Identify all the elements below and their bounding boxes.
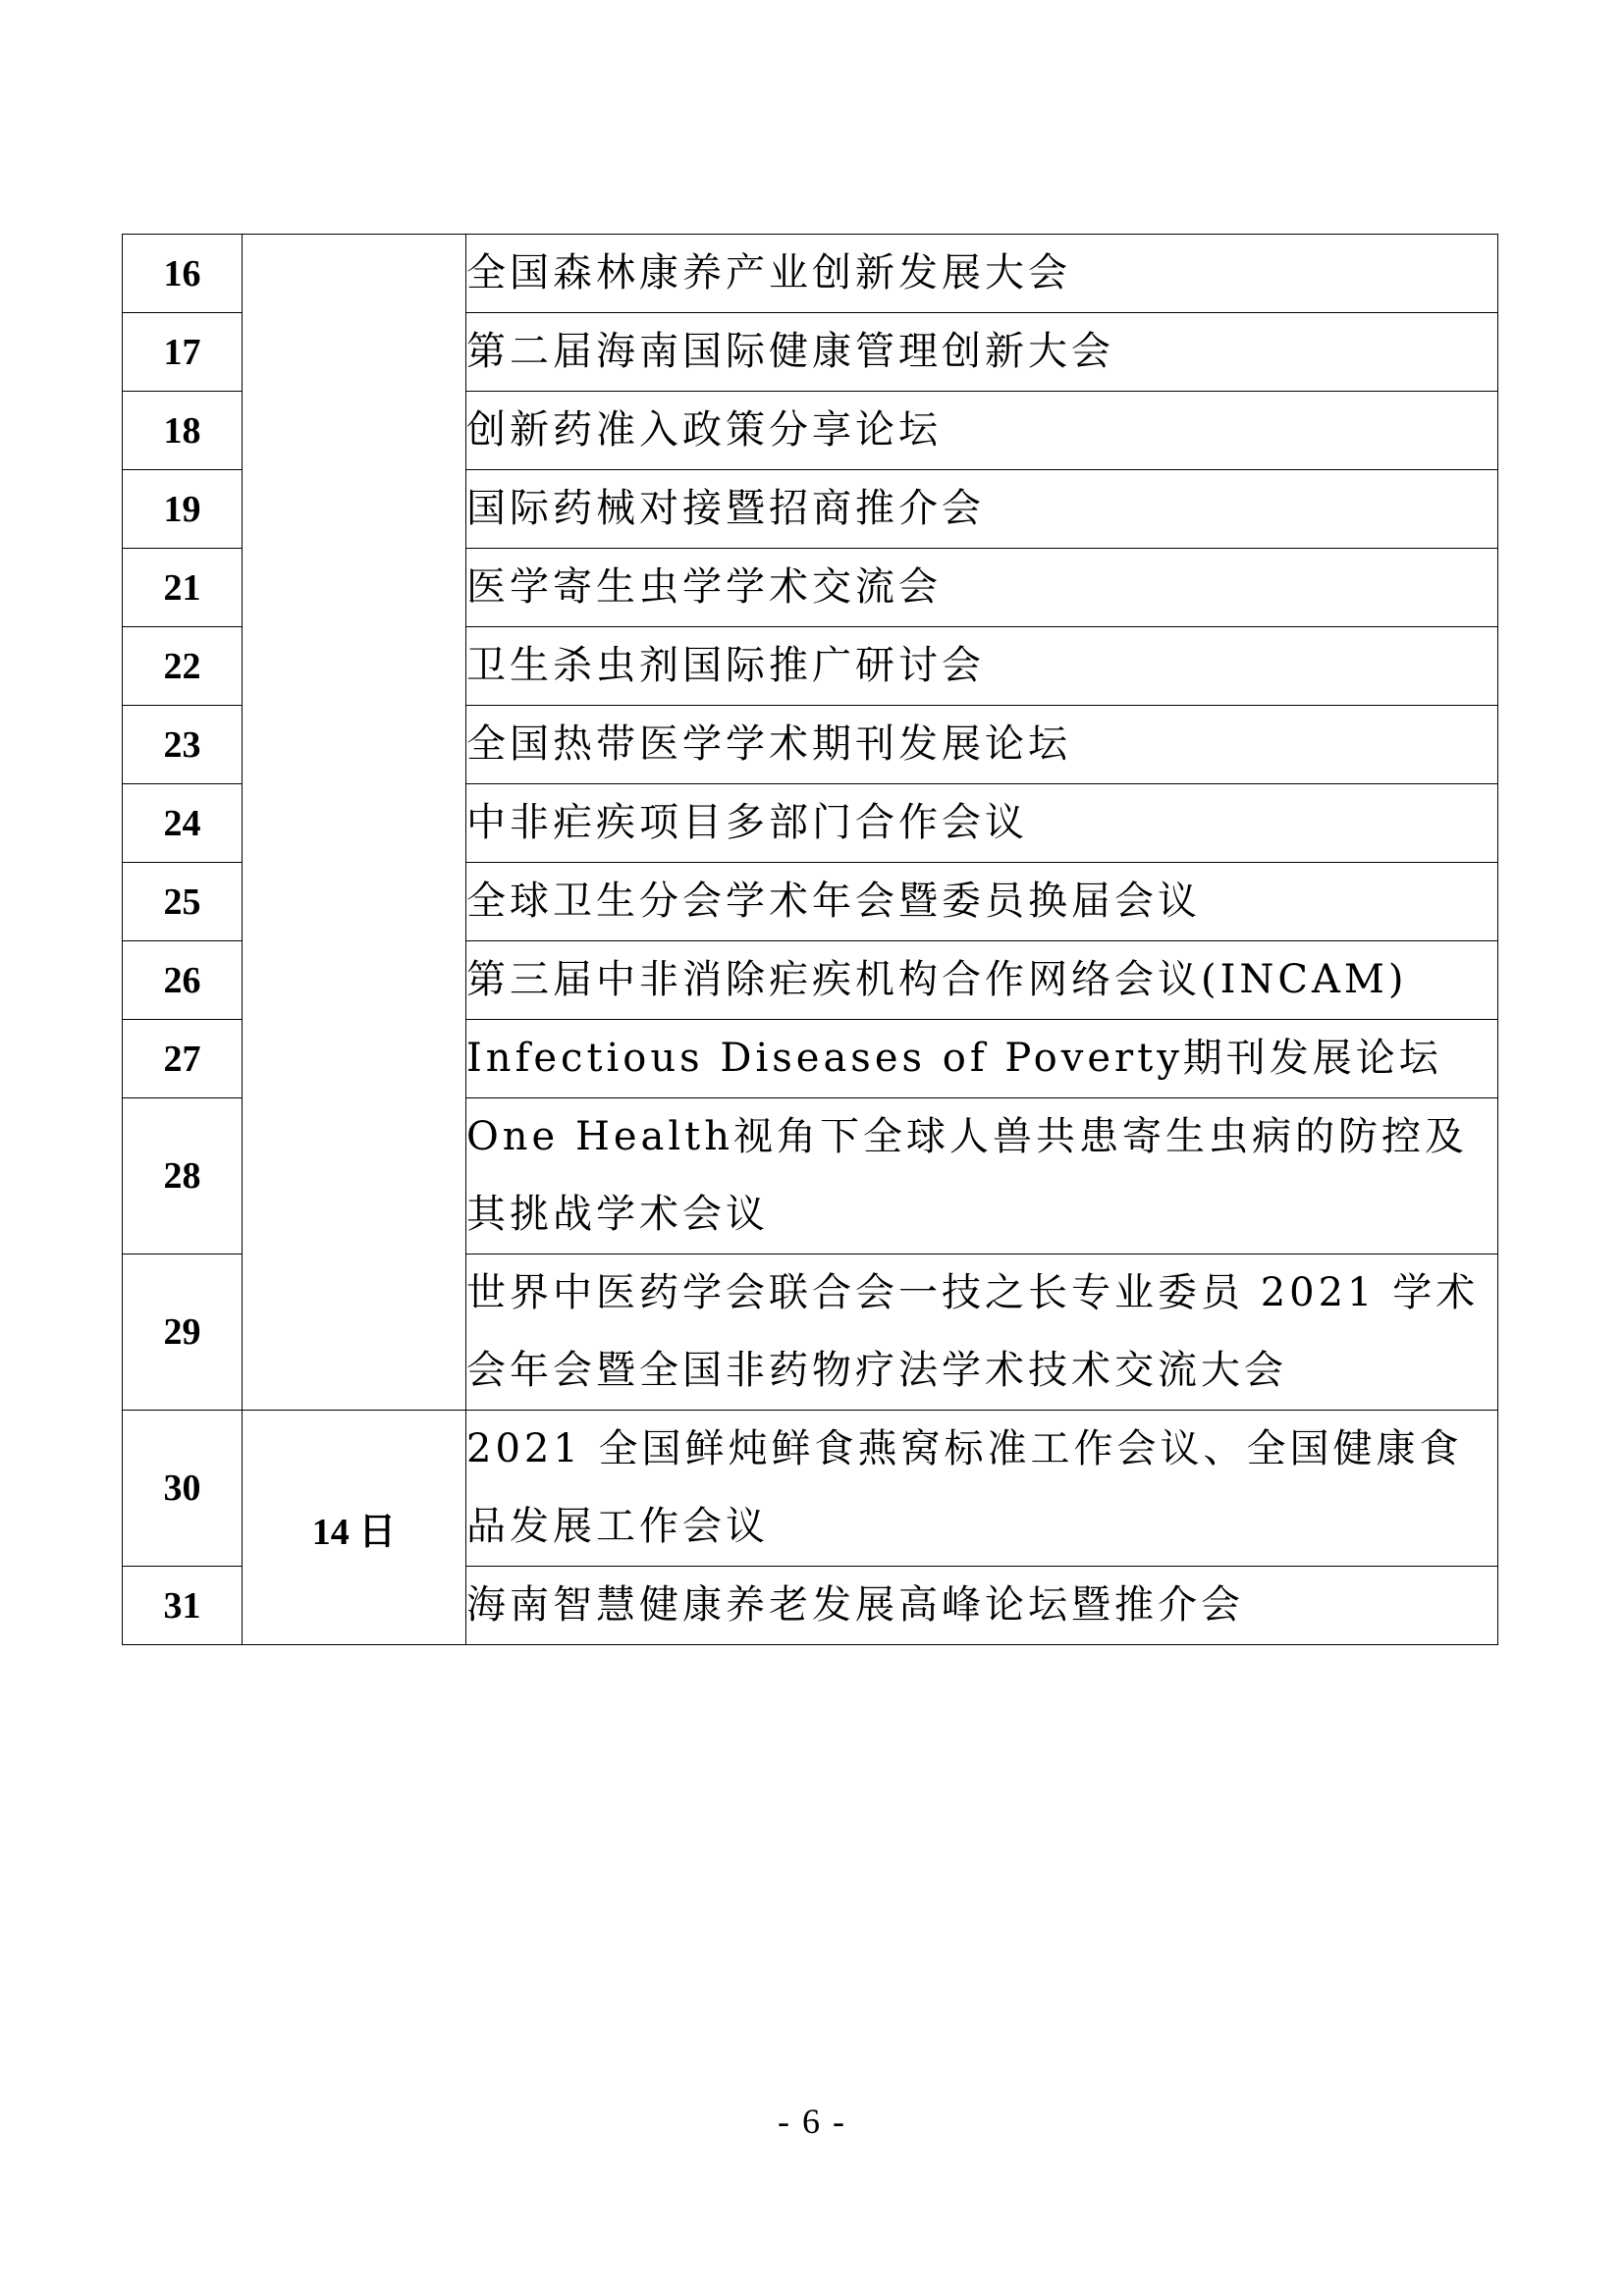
row-number: 28 bbox=[123, 1098, 243, 1255]
event-name-text: 第三届中非消除疟疾机构合作网络会议(INCAM) bbox=[466, 957, 1408, 1002]
table-row bbox=[123, 235, 1498, 313]
date-cell bbox=[243, 235, 466, 1411]
schedule-table bbox=[122, 234, 1498, 1645]
row-number: 27 bbox=[123, 1020, 243, 1098]
row-number: 22 bbox=[123, 627, 243, 706]
event-name bbox=[466, 941, 1498, 1020]
event-name bbox=[466, 1567, 1498, 1645]
event-name-text: 医学寄生虫学学术交流会 bbox=[466, 564, 942, 610]
event-name bbox=[466, 627, 1498, 706]
event-name-text: 国际药械对接暨招商推介会 bbox=[466, 486, 985, 531]
event-name bbox=[466, 549, 1498, 627]
row-number: 21 bbox=[123, 549, 243, 627]
event-name-text: 卫生杀虫剂国际推广研讨会 bbox=[466, 643, 985, 688]
event-name-text: 全国森林康养产业创新发展大会 bbox=[466, 250, 1071, 295]
row-number: 23 bbox=[123, 706, 243, 784]
table-row bbox=[123, 1411, 1498, 1567]
page-number: - 6 - bbox=[778, 2102, 846, 2141]
event-name-text: 海南智慧健康养老发展高峰论坛暨推介会 bbox=[466, 1582, 1244, 1628]
event-name bbox=[466, 313, 1498, 392]
date-cell: 14 日 bbox=[243, 1411, 466, 1645]
event-name bbox=[466, 1020, 1498, 1098]
event-name-text: 全球卫生分会学术年会暨委员换届会议 bbox=[466, 879, 1201, 924]
event-name: One Health视角下全球人兽共患寄生虫病的防控及其挑战学术会议 bbox=[466, 1098, 1498, 1255]
row-number: 26 bbox=[123, 941, 243, 1020]
row-number: 30 bbox=[123, 1411, 243, 1567]
event-name-text: 中非疟疾项目多部门合作会议 bbox=[466, 800, 1028, 845]
event-name: 2021 全国鲜炖鲜食燕窝标准工作会议、全国健康食品发展工作会议 bbox=[466, 1411, 1498, 1567]
row-number: 29 bbox=[123, 1255, 243, 1411]
row-number: 17 bbox=[123, 313, 243, 392]
event-name-text: 全国热带医学学术期刊发展论坛 bbox=[466, 721, 1071, 767]
event-name-text: 创新药准入政策分享论坛 bbox=[466, 407, 942, 453]
row-number: 18 bbox=[123, 392, 243, 470]
row-number: 24 bbox=[123, 784, 243, 863]
event-name bbox=[466, 392, 1498, 470]
event-name bbox=[466, 706, 1498, 784]
row-number: 19 bbox=[123, 470, 243, 549]
event-name bbox=[466, 470, 1498, 549]
event-name bbox=[466, 235, 1498, 313]
row-number: 31 bbox=[123, 1567, 243, 1645]
event-name-text: Infectious Diseases of Poverty期刊发展论坛 bbox=[466, 1036, 1442, 1081]
event-name bbox=[466, 784, 1498, 863]
event-name-text: 第二届海南国际健康管理创新大会 bbox=[466, 329, 1114, 374]
event-name bbox=[466, 863, 1498, 941]
row-number: 25 bbox=[123, 863, 243, 941]
row-number: 16 bbox=[123, 235, 243, 313]
event-name: 世界中医药学会联合会一技之长专业委员 2021 学术会年会暨全国非药物疗法学术技术交流大会 bbox=[466, 1255, 1498, 1411]
